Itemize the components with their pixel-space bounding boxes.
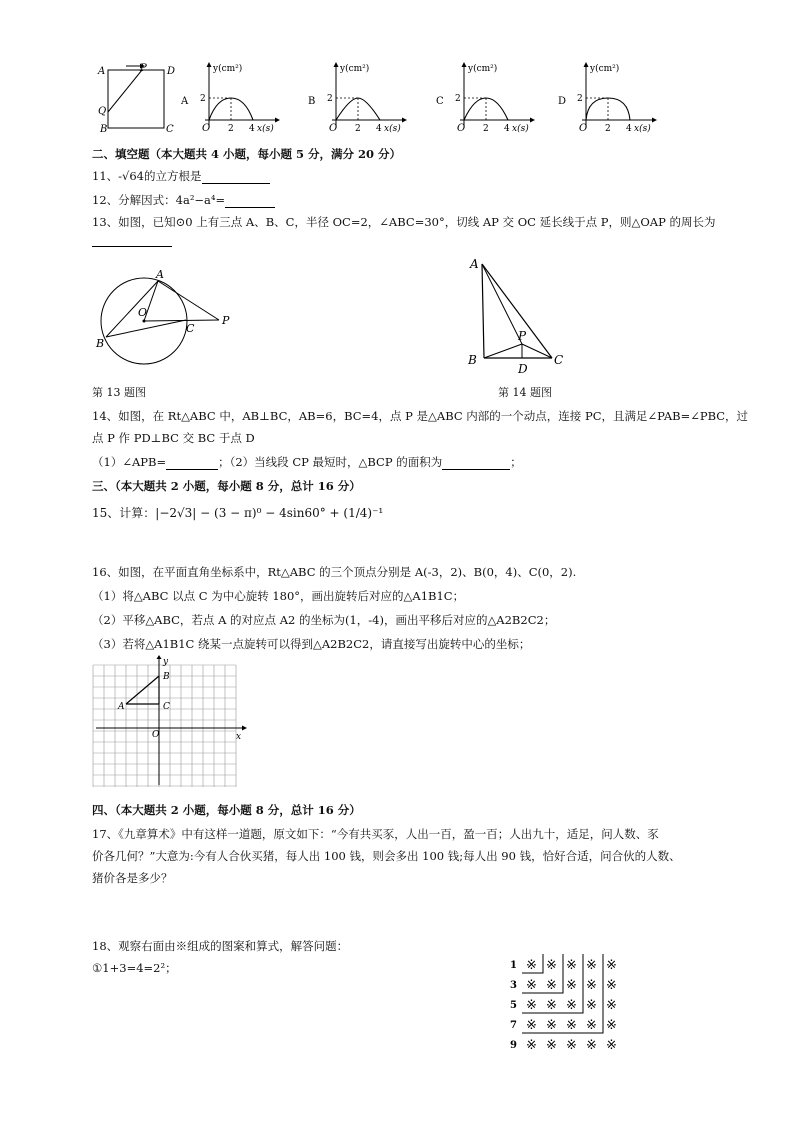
section2-title: 二、填空题（本大题共 4 小题，每小题 5 分，满分 20 分） — [92, 147, 402, 161]
pattern-row-label: 5 — [510, 1000, 517, 1011]
q11-answer-blank[interactable] — [202, 183, 270, 184]
q16-line1: 16、如图，在平面直角坐标系中，Rt△ABC 的三个顶点分别是 A(-3，2)、B(0，4)、C(0，2). — [92, 565, 577, 579]
q14-end: ； — [510, 455, 522, 469]
figure-13 — [92, 266, 252, 366]
square-label-c: C — [166, 124, 174, 135]
pattern-symbol: ※ — [586, 998, 597, 1013]
pattern-symbol: ※ — [526, 1018, 537, 1033]
pattern-symbol: ※ — [586, 1018, 597, 1033]
y-tick-label: 2 — [327, 94, 333, 104]
q14-part2: ；（2）当线段 CP 最短时，△BCP 的面积为 — [218, 455, 443, 469]
pattern-symbol: ※ — [526, 978, 537, 993]
grid-label-a: A — [118, 702, 125, 712]
option-graph-3 — [436, 62, 535, 134]
q17-line3: 猪价各是多少？ — [92, 871, 173, 885]
q17-line2: 价各几何？”大意为:今有人合伙买猪，每人出 100 钱，则会多出 100 钱;每人出 90 钱，恰好合适，问合伙的人数、 — [92, 849, 681, 863]
q17-line1: 17、《九章算术》中有这样一道题，原文如下：“今有共买豕，人出一百，盈一百；人出九十，适足，问人数、豕 — [92, 827, 659, 841]
q14-answer2-blank[interactable] — [442, 469, 510, 470]
fig13-label-p: P — [222, 314, 230, 327]
q11-prefix: 11、 — [92, 169, 119, 183]
fig13-label-b: B — [96, 337, 105, 350]
origin-label: O — [457, 123, 466, 134]
x-axis-label: x(s) — [257, 124, 274, 134]
grid-label-b: B — [163, 672, 170, 682]
option-label: D — [558, 96, 567, 107]
grid-label-o: O — [152, 730, 160, 740]
pattern-symbol: ※ — [546, 958, 557, 973]
q12-answer-blank[interactable] — [225, 207, 275, 208]
pattern-symbol: ※ — [606, 998, 617, 1013]
y-axis-label: y(cm²) — [213, 64, 243, 74]
grid-label-c: C — [163, 702, 170, 712]
pattern-symbol: ※ — [526, 958, 537, 973]
origin-label: O — [579, 123, 588, 134]
fig13-label-c: C — [186, 322, 195, 335]
q18-line1: 18、观察右面由※组成的图案和算式，解答问题： — [92, 939, 349, 953]
x-axis-label: x(s) — [512, 124, 529, 134]
y-axis-label: y(cm²) — [590, 64, 620, 74]
x-tick-label: 4 — [249, 124, 255, 134]
fig13-label-a: A — [156, 268, 164, 281]
pattern-symbol: ※ — [586, 1038, 597, 1053]
q14-line1: 14、如图，在 Rt△ABC 中，AB⊥BC，AB=6，BC=4，点 P 是△ABC 内部的一个动点，连接 PC，且满足∠PAB=∠PBC，过 — [92, 409, 749, 423]
pattern-symbol: ※ — [606, 978, 617, 993]
pattern-symbol: ※ — [566, 978, 577, 993]
q12-expr: 4a²−a⁴= — [175, 193, 226, 207]
pattern-symbol: ※ — [606, 958, 617, 973]
x-tick-label: 2 — [355, 124, 361, 134]
square-label-a: A — [98, 66, 106, 77]
option-graph-2 — [308, 62, 407, 134]
pattern-symbol: ※ — [566, 1018, 577, 1033]
square-label-d: D — [167, 66, 176, 77]
q16-line2: （1）将△ABC 以点 C 为中心旋转 180°，画出旋转后对应的△A1B1C； — [92, 589, 465, 603]
option-label: A — [181, 96, 189, 107]
pattern-symbol: ※ — [566, 958, 577, 973]
coordinate-grid — [92, 655, 252, 795]
symbol-pattern — [508, 950, 636, 1060]
question-15 — [92, 504, 383, 521]
pattern-symbol: ※ — [566, 1038, 577, 1053]
pattern-symbol: ※ — [606, 1018, 617, 1033]
y-tick-label: 2 — [455, 94, 461, 104]
pattern-row-label: 1 — [510, 960, 517, 971]
square-label-p: P — [140, 63, 147, 74]
pattern-symbol: ※ — [586, 978, 597, 993]
x-tick-label: 2 — [228, 124, 234, 134]
fig14-label-d: D — [518, 362, 528, 376]
option-label: B — [308, 96, 316, 107]
grid-label-x: x — [236, 732, 242, 742]
q16-line3: （2）平移△ABC，若点 A 的对应点 A2 的坐标为(1，-4)，画出平移后对应的△A2B2C2； — [92, 613, 556, 627]
q14-line2: 点 P 作 PD⊥BC 交 BC 于点 D — [92, 431, 255, 445]
y-axis-label: y(cm²) — [340, 64, 370, 74]
figure-14 — [462, 254, 572, 379]
square-figure — [97, 63, 175, 135]
pattern-symbol: ※ — [546, 998, 557, 1013]
question-11 — [92, 168, 270, 184]
q11-expr: -√64 — [118, 169, 144, 183]
origin-label: O — [202, 123, 211, 134]
question-12 — [92, 192, 275, 208]
option-label: C — [436, 96, 444, 107]
origin-label: O — [329, 123, 338, 134]
y-tick-label: 2 — [577, 94, 583, 104]
pattern-row-label: 7 — [510, 1020, 517, 1031]
x-tick-label: 4 — [626, 124, 632, 134]
pattern-symbol: ※ — [526, 1038, 537, 1053]
grid-label-y: y — [163, 657, 169, 667]
pattern-symbol: ※ — [586, 958, 597, 973]
fig14-label-c: C — [554, 353, 564, 367]
q14-part1: （1）∠APB= — [92, 455, 167, 469]
q15-prefix: 15、计算： — [92, 506, 156, 520]
y-tick-label: 2 — [200, 94, 206, 104]
q14-parts — [92, 454, 522, 470]
pattern-row-label: 9 — [510, 1040, 517, 1051]
fig14-caption: 第 14 题图 — [498, 386, 552, 399]
x-axis-label: x(s) — [634, 124, 651, 134]
pattern-row-label: 3 — [510, 980, 517, 991]
x-tick-label: 4 — [504, 124, 510, 134]
q16-line4: （3）若将△A1B1C 绕某一点旋转可以得到△A2B2C2，请直接写出旋转中心的坐标； — [92, 637, 531, 651]
fig14-label-p: P — [518, 329, 527, 343]
square-label-b: B — [100, 124, 108, 135]
fig14-label-a: A — [470, 257, 479, 271]
pattern-symbol: ※ — [546, 1018, 557, 1033]
x-tick-label: 2 — [605, 124, 611, 134]
x-tick-label: 4 — [376, 124, 382, 134]
pattern-symbol: ※ — [566, 998, 577, 1013]
fig13-label-o: O — [138, 306, 148, 319]
section4-title: 四、（本大题共 2 小题，每小题 8 分，总计 16 分） — [92, 803, 361, 817]
fig14-label-b: B — [468, 353, 477, 367]
pattern-symbol: ※ — [606, 1038, 617, 1053]
q12-prefix: 12、分解因式： — [92, 193, 176, 207]
option-graph-4 — [558, 62, 657, 134]
section3-title: 三、（本大题共 2 小题，每小题 8 分，总计 16 分） — [92, 479, 361, 493]
question-13: 13、如图，已知⊙0 上有三点 A、B、C，半径 OC=2，∠ABC=30°，切线 AP 交 OC 延长线于点 P，则△OAP 的周长为 — [92, 215, 716, 229]
square-label-q: Q — [98, 106, 107, 117]
q18-line2: ①1+3=4=2²； — [92, 961, 177, 975]
x-tick-label: 2 — [483, 124, 489, 134]
fig13-caption: 第 13 题图 — [92, 386, 146, 399]
y-axis-label: y(cm²) — [468, 64, 498, 74]
q13-answer-blank[interactable] — [92, 246, 172, 247]
q14-answer1-blank[interactable] — [166, 469, 218, 470]
option-graphs — [180, 62, 657, 134]
q11-text: 的立方根是 — [144, 169, 202, 183]
motion-graph-figures — [92, 62, 702, 140]
pattern-symbol: ※ — [546, 1038, 557, 1053]
pattern-symbol: ※ — [526, 998, 537, 1013]
q15-expr: |−2√3| − (3 − π)⁰ − 4sin60° + (1/4)⁻¹ — [155, 506, 384, 520]
option-graph-1 — [180, 62, 280, 134]
pattern-symbol: ※ — [546, 978, 557, 993]
x-axis-label: x(s) — [384, 124, 401, 134]
